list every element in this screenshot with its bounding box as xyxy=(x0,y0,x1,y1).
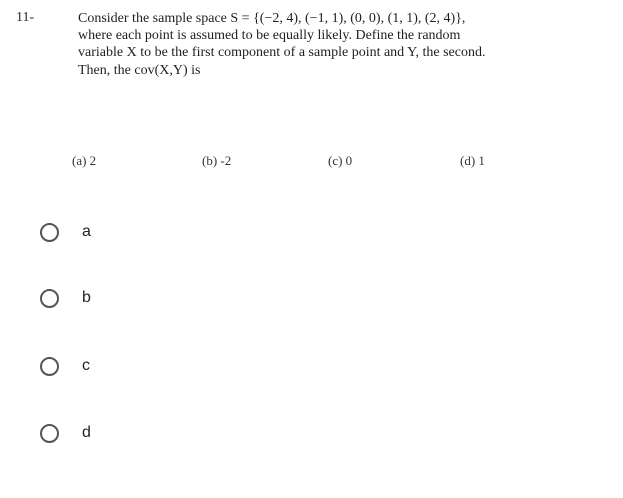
question-text-line-2: where each point is assumed to be equally likely. Define the random xyxy=(78,28,461,43)
question-option-c: (c) 0 xyxy=(328,153,353,168)
radio-button-c[interactable] xyxy=(40,357,59,376)
question-text-line-3: variable X to be the first component of a sample point and Y, the second. xyxy=(78,45,486,60)
answer-label-c: c xyxy=(82,357,90,374)
answer-label-d: d xyxy=(82,424,91,441)
answer-choice-b[interactable] xyxy=(40,283,91,313)
question-option-b: (b) -2 xyxy=(202,153,232,168)
question-option-a: (a) 2 xyxy=(72,153,97,168)
radio-button-b[interactable] xyxy=(40,289,59,308)
question-text-line-1: Consider the sample space S = {(−2, 4), (−1, 1), (0, 0), (1, 1), (2, 4)}, xyxy=(78,11,466,26)
question-text-line-4: Then, the cov(X,Y) is xyxy=(78,63,201,78)
answer-choice-d[interactable] xyxy=(40,418,91,448)
answer-choice-a[interactable] xyxy=(40,217,91,247)
radio-button-a[interactable] xyxy=(40,223,59,242)
question-number: 11- xyxy=(16,10,35,25)
answer-choice-c[interactable] xyxy=(40,351,90,381)
answer-label-b: b xyxy=(82,289,91,306)
question-block xyxy=(0,0,623,130)
radio-button-d[interactable] xyxy=(40,424,59,443)
answer-label-a: a xyxy=(82,223,91,240)
question-option-d: (d) 1 xyxy=(460,153,485,168)
